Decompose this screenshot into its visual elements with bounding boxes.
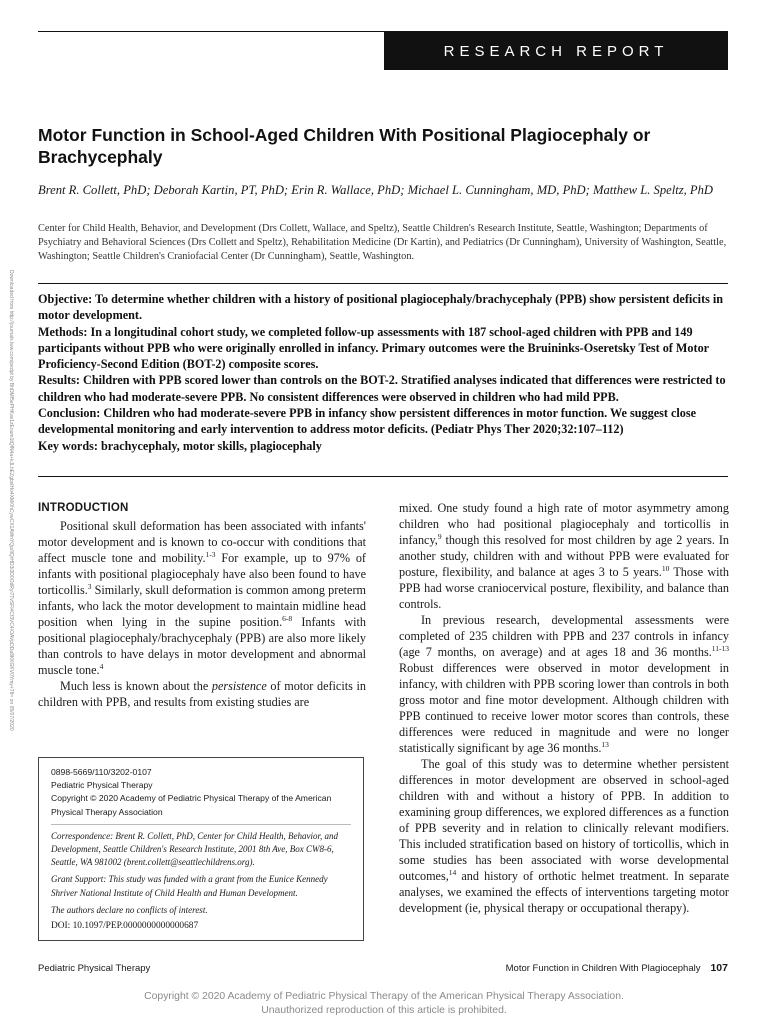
footer-journal: Pediatric Physical Therapy xyxy=(38,963,151,974)
body-paragraph-2: In previous research, developmental assessments were completed of 235 children with PPB and 237 controls in infancy (age 7 months, on average) and at ages 18 and 36 months.$^{11-13}$ Robust differences were observed in motor development in infancy, with children with PPB scoring lower than controls in both gross motor and fine motor development. Although children with PPB continued to receive lower motor scores than controls, these differences were reduced in magnitude and were no longer statistically significant by age 36 months.$^{13}$ xyxy=(399,613,729,755)
download-sidebar-text: Downloaded from http://journals.lww.com/pedpt by BhDMf5ePHKav1zEoum1tQfN4a+kJLhEZgbsIHo4XMi0hCywCX1AWnYQp/IlQrHD3i3D0OdRyi7TvSFl4Cf3VC4/OAVpDDa8KKGKV0Ymy+78= on 05/07/2020 xyxy=(8,270,14,731)
copyright-line-1: Copyright © 2020 Academy of Pediatric Physical Therapy of the American xyxy=(51,793,332,804)
intro-paragraph-1: Positional skull deformation has been associated with infants' motor development and is known to co-occur with conditions that affect muscle tone and mobility.$^{1-3}$ For example, up to 97% of infants with positional plagiocephaly have also been found to have torticollis.$^3$ Similarly, skull deformation is common among preterm infants, who lack the motor development to maintain midline head position when lying in the supine position.$^{6-8}$ Infants with positional plagiocephaly/brachycephaly (PPB) are also more likely than controls to have delays in motor development and abnormal muscle tone.$^4$ xyxy=(38,519,366,677)
citation: 3 xyxy=(87,581,92,591)
right-column xyxy=(399,500,729,916)
footer-running-title: Motor Function in Children With Plagiocephaly xyxy=(505,963,701,974)
citation: 4 xyxy=(99,661,104,671)
abstract-bottom-rule xyxy=(38,476,728,477)
citation: 6-8 xyxy=(282,613,293,623)
intro-paragraph-2: Much less is known about the persistence of motor deficits in children with PPB, and results from existing studies are xyxy=(38,679,366,709)
abstract-conclusion: Conclusion: Children who had moderate-severe PPB in infancy show persistent differences in motor function. We suggest close developmental monitoring and early intervention to address motor deficits. (Pediatr Phys Ther 2020;32:107–112) xyxy=(38,406,697,437)
citation: 11-13 xyxy=(711,643,729,653)
footer-running-title-group xyxy=(506,962,728,974)
grant-support: Grant Support: This study was funded with a grant from the Eunice Kennedy Shriver National Institute of Child Health and Human Development. xyxy=(51,874,328,898)
body-paragraph-1: mixed. One study found a high rate of motor asymmetry among children who had positional plagiocephaly and torticollis in infancy,$^9$ though this resolved for most children by age 2 years. In another study, children with and without PPB were evaluated for posture, flexibility, and balance at ages 3 to 5 years.$^{10}$ Those with PPB had worse craniocervical posture, flexibility, and balance than controls. xyxy=(399,501,729,611)
journal-name: Pediatric Physical Therapy xyxy=(51,780,153,791)
conflicts-statement: The authors declare no conflicts of interest. xyxy=(51,904,208,915)
citation: 13 xyxy=(601,739,609,749)
abstract-methods: Methods: In a longitudinal cohort study, we completed follow-up assessments with 187 school-aged children with PPB and 149 participants without PPB who were originally enrolled in infancy. Primary outcomes were the Bruininks-Oseretsky Test of Motor Proficiency-Second Edition (BOT-2) composite scores. xyxy=(38,324,709,372)
affiliations: Center for Child Health, Behavior, and Development (Drs Collett, Wallace, and Speltz), Seattle Children's Research Institute, Seattle, Washington; Departments of Psychiatry and Behavioral Sciences (Drs Collett and Speltz), Rehabilitation Medicine (Dr Kartin), and Pediatrics (Dr Cunningham), University of Washington, Seattle, Washington; Seattle Children's Craniofacial Center (Dr Cunningham), Seattle, Washington. xyxy=(38,223,727,262)
abstract-results: Results: Children with PPB scored lower than controls on the BOT-2. Stratified analyses indicated that differences were restricted to children who had moderate-severe PPB. No consistent differences were observed in children who had mild PPB. xyxy=(38,373,726,404)
abstract-keywords: Key words: brachycephaly, motor skills, plagiocephaly xyxy=(38,438,322,453)
correspondence: Correspondence: Brent R. Collett, PhD, Center for Child Health, Behavior, and Development, Seattle Children's Research Institute, 2001 8th Ave, Box CW8-6, Seattle, WA 981002 (brent.collett@seattlechildrens.org). xyxy=(51,830,339,868)
section-heading-introduction: INTRODUCTION xyxy=(38,502,129,514)
abstract-objective: Objective: To determine whether children with a history of positional plagiocephaly/brachycephaly (PPB) show persistent deficits in motor development. xyxy=(38,292,724,323)
copyright-line-2: Physical Therapy Association xyxy=(51,806,163,817)
doi: DOI: 10.1097/PEP.0000000000000687 xyxy=(51,921,199,932)
body-paragraph-3: The goal of this study was to determine whether persistent differences in motor development are observed in school-aged children with and without a history of PPB. In addition to examining group differences, we explored differences as a function of PPB severity and in relation to clinically relevant modifiers. This included stratification based on history of torticollis, which in some studies has been associated with worse developmental outcomes,$^{14}$ and history of orthotic helmet treatment. In separate analyses, we examined the effects of interventions targeting motor development (ie, physical therapy or occupational therapy). xyxy=(399,757,729,915)
copyright-notice-line-2: Unauthorized reproduction of this article is prohibited. xyxy=(261,1004,507,1016)
author-list: Brent R. Collett, PhD; Deborah Kartin, PT, PhD; Erin R. Wallace, PhD; Michael L. Cunningham, MD, PhD; Matthew L. Speltz, PhD xyxy=(38,183,713,197)
article-title: Motor Function in School-Aged Children With Positional Plagiocephaly or Brachycephaly xyxy=(38,125,651,167)
page-number: 107 xyxy=(710,962,728,974)
left-column xyxy=(38,502,366,710)
article-info-box xyxy=(38,757,364,941)
issn: 0898-5669/110/3202-0107 xyxy=(51,767,152,777)
copyright-notice xyxy=(0,990,768,1017)
citation: 1-3 xyxy=(205,549,216,559)
citation: 10 xyxy=(661,563,670,573)
copyright-notice-line-1: Copyright © 2020 Academy of Pediatric Physical Therapy of the American Physical Therapy Association. xyxy=(144,991,624,1002)
abstract-top-rule xyxy=(38,283,728,284)
section-banner: RESEARCH REPORT xyxy=(384,32,728,70)
page-footer xyxy=(38,962,728,974)
info-divider xyxy=(51,824,351,825)
abstract xyxy=(38,291,728,454)
citation: 14 xyxy=(448,867,457,877)
citation: 9 xyxy=(437,531,442,541)
